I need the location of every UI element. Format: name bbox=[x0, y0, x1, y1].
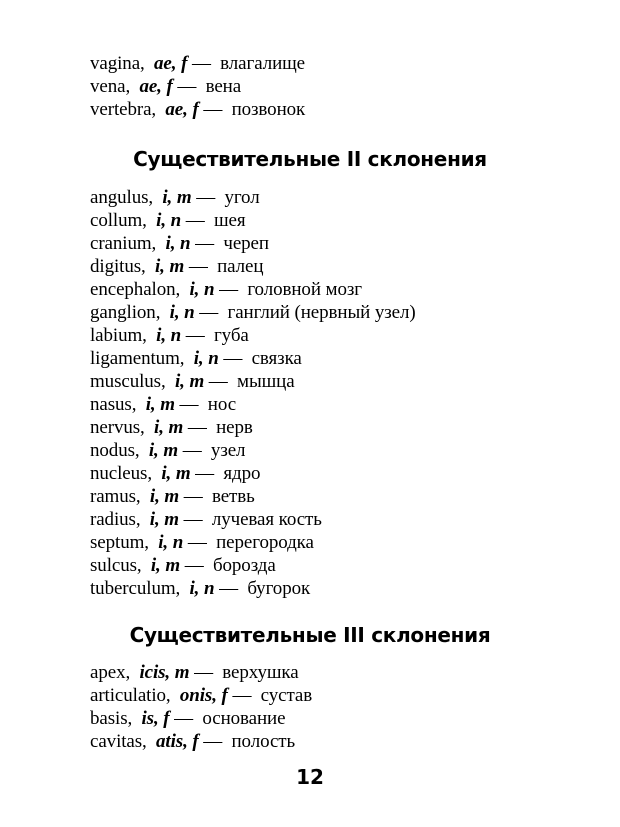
entry-row bbox=[90, 324, 249, 347]
translation: лучевая кость bbox=[211, 509, 322, 530]
latin-word: nucleus, bbox=[90, 463, 152, 484]
dash: — bbox=[187, 532, 207, 553]
latin-word: nervus, bbox=[90, 417, 145, 438]
dash: — bbox=[194, 662, 213, 683]
genitive-ending: ae, bbox=[139, 76, 162, 97]
latin-word: cavitas, bbox=[90, 731, 147, 752]
entry-row bbox=[90, 531, 314, 554]
gender-mark: m bbox=[175, 463, 191, 484]
entry-row bbox=[90, 52, 305, 75]
latin-word: digitus, bbox=[90, 256, 146, 277]
gender-mark: m bbox=[163, 440, 179, 461]
dash: — bbox=[183, 509, 203, 530]
latin-word: ganglion, bbox=[90, 302, 161, 323]
entry-row bbox=[90, 707, 285, 730]
dash: — bbox=[185, 210, 205, 231]
entry-row bbox=[90, 416, 253, 439]
translation: позвонок bbox=[231, 99, 306, 120]
gender-mark: m bbox=[168, 417, 184, 438]
genitive-ending: i, bbox=[149, 509, 160, 530]
gender-mark: m bbox=[176, 187, 192, 208]
gender-mark: f bbox=[192, 99, 199, 120]
entry-row bbox=[90, 98, 305, 121]
gender-mark: m bbox=[160, 394, 175, 415]
dash: — bbox=[223, 348, 243, 369]
dash: — bbox=[187, 417, 207, 438]
gender-mark: m bbox=[169, 256, 185, 277]
latin-word: tuberculum, bbox=[90, 578, 181, 599]
dash: — bbox=[195, 463, 215, 484]
section-heading: Существительные II склонения bbox=[133, 147, 487, 171]
genitive-ending: i, bbox=[189, 279, 200, 300]
latin-word: musculus, bbox=[90, 371, 166, 392]
translation: мышца bbox=[237, 371, 295, 392]
genitive-ending: icis, bbox=[139, 662, 171, 683]
translation: шея bbox=[213, 210, 246, 231]
translation: нос bbox=[207, 394, 237, 415]
translation: узел bbox=[210, 440, 246, 461]
latin-word: septum, bbox=[90, 532, 149, 553]
entry-row bbox=[90, 554, 276, 577]
gender-mark: n bbox=[203, 279, 215, 300]
translation: ганглий (нервный узел) bbox=[227, 302, 416, 323]
dash: — bbox=[188, 256, 208, 277]
genitive-ending: i, bbox=[161, 463, 172, 484]
gender-mark: f bbox=[166, 76, 173, 97]
dash: — bbox=[219, 279, 239, 300]
entry-row bbox=[90, 508, 322, 531]
genitive-ending: i, bbox=[158, 532, 169, 553]
gender-mark: f bbox=[192, 731, 199, 752]
entry-row bbox=[90, 209, 246, 232]
latin-word: labium, bbox=[90, 325, 147, 346]
entry-row bbox=[90, 75, 241, 98]
gender-mark: m bbox=[174, 662, 190, 683]
gender-mark: n bbox=[180, 233, 191, 254]
latin-word: sulcus, bbox=[90, 555, 142, 576]
entry-row bbox=[90, 462, 260, 485]
genitive-ending: i, bbox=[169, 302, 180, 323]
dash: — bbox=[191, 53, 211, 74]
genitive-ending: i, bbox=[162, 187, 173, 208]
entry-row bbox=[90, 255, 263, 278]
genitive-ending: i, bbox=[189, 578, 200, 599]
entry-row bbox=[90, 684, 312, 707]
genitive-ending: i, bbox=[145, 394, 156, 415]
gender-mark: f bbox=[221, 685, 228, 706]
latin-word: collum, bbox=[90, 210, 147, 231]
dash: — bbox=[185, 325, 205, 346]
translation: борозда bbox=[212, 555, 276, 576]
translation: вена bbox=[205, 76, 242, 97]
gender-mark: m bbox=[189, 371, 205, 392]
section-heading: Существительные III склонения bbox=[129, 623, 491, 647]
latin-word: angulus, bbox=[90, 187, 154, 208]
genitive-ending: i, bbox=[165, 233, 176, 254]
latin-word: vagina, bbox=[90, 53, 145, 74]
entry-row bbox=[90, 577, 310, 600]
entry-row bbox=[90, 370, 295, 393]
gender-mark: n bbox=[170, 325, 182, 346]
dash: — bbox=[219, 578, 239, 599]
dash: — bbox=[184, 555, 204, 576]
latin-word: radius, bbox=[90, 509, 141, 530]
dash: — bbox=[182, 440, 202, 461]
latin-word: nodus, bbox=[90, 440, 140, 461]
gender-mark: n bbox=[172, 532, 184, 553]
entry-row bbox=[90, 278, 362, 301]
genitive-ending: i, bbox=[150, 555, 161, 576]
gender-mark: m bbox=[164, 486, 180, 507]
entry-row bbox=[90, 485, 255, 508]
latin-word: vena, bbox=[90, 76, 131, 97]
latin-word: apex, bbox=[90, 662, 131, 683]
dash: — bbox=[196, 187, 216, 208]
gender-mark: f bbox=[181, 53, 188, 74]
entry-row bbox=[90, 439, 245, 462]
genitive-ending: i, bbox=[154, 417, 164, 438]
genitive-ending: i, bbox=[174, 371, 185, 392]
entry-row bbox=[90, 232, 269, 255]
latin-word: articulatio, bbox=[90, 685, 171, 706]
dash: — bbox=[203, 731, 223, 752]
genitive-ending: i, bbox=[149, 486, 160, 507]
translation: палец bbox=[217, 256, 264, 277]
entry-row bbox=[90, 730, 295, 753]
dash: — bbox=[232, 685, 252, 706]
genitive-ending: atis, bbox=[156, 731, 188, 752]
latin-word: basis, bbox=[90, 708, 133, 729]
genitive-ending: is, bbox=[141, 708, 159, 729]
translation: губа bbox=[213, 325, 249, 346]
genitive-ending: ae, bbox=[154, 53, 177, 74]
dash: — bbox=[177, 76, 197, 97]
genitive-ending: onis, bbox=[179, 685, 217, 706]
dash: — bbox=[195, 233, 215, 254]
translation: влагалище bbox=[220, 53, 306, 74]
entry-row bbox=[90, 393, 236, 416]
translation: нерв bbox=[216, 417, 253, 438]
gender-mark: n bbox=[204, 578, 215, 599]
gender-mark: f bbox=[163, 708, 170, 729]
entry-row bbox=[90, 186, 260, 209]
dash: — bbox=[183, 486, 203, 507]
translation: головной мозг bbox=[247, 279, 362, 300]
translation: верхушка bbox=[222, 662, 299, 683]
genitive-ending: i, bbox=[148, 440, 159, 461]
translation: угол bbox=[224, 187, 260, 208]
entry-row bbox=[90, 347, 302, 370]
dash: — bbox=[199, 302, 219, 323]
gender-mark: m bbox=[164, 509, 179, 530]
gender-mark: n bbox=[170, 210, 182, 231]
latin-word: vertebra, bbox=[90, 99, 157, 120]
latin-word: ramus, bbox=[90, 486, 141, 507]
gender-mark: n bbox=[184, 302, 195, 323]
gender-mark: m bbox=[165, 555, 181, 576]
gender-mark: n bbox=[208, 348, 219, 369]
translation: связка bbox=[251, 348, 302, 369]
genitive-ending: i, bbox=[156, 325, 166, 346]
translation: полость bbox=[231, 731, 296, 752]
page-number: 12 bbox=[296, 765, 324, 789]
latin-word: ligamentum, bbox=[90, 348, 185, 369]
translation: перегородка bbox=[216, 532, 314, 553]
translation: бугорок bbox=[247, 578, 311, 599]
dash: — bbox=[203, 99, 223, 120]
translation: череп bbox=[223, 233, 269, 254]
dash: — bbox=[174, 708, 194, 729]
translation: сустав bbox=[260, 685, 313, 706]
entry-row bbox=[90, 301, 416, 324]
dash: — bbox=[208, 371, 228, 392]
entry-row bbox=[90, 661, 299, 684]
genitive-ending: i, bbox=[193, 348, 204, 369]
genitive-ending: i, bbox=[156, 210, 166, 231]
latin-word: cranium, bbox=[90, 233, 157, 254]
translation: ядро bbox=[223, 463, 261, 484]
translation: ветвь bbox=[211, 486, 255, 507]
dash: — bbox=[179, 394, 199, 415]
translation: основание bbox=[202, 708, 286, 729]
latin-word: encephalon, bbox=[90, 279, 181, 300]
latin-word: nasus, bbox=[90, 394, 137, 415]
genitive-ending: i, bbox=[155, 256, 165, 277]
genitive-ending: ae, bbox=[165, 99, 188, 120]
